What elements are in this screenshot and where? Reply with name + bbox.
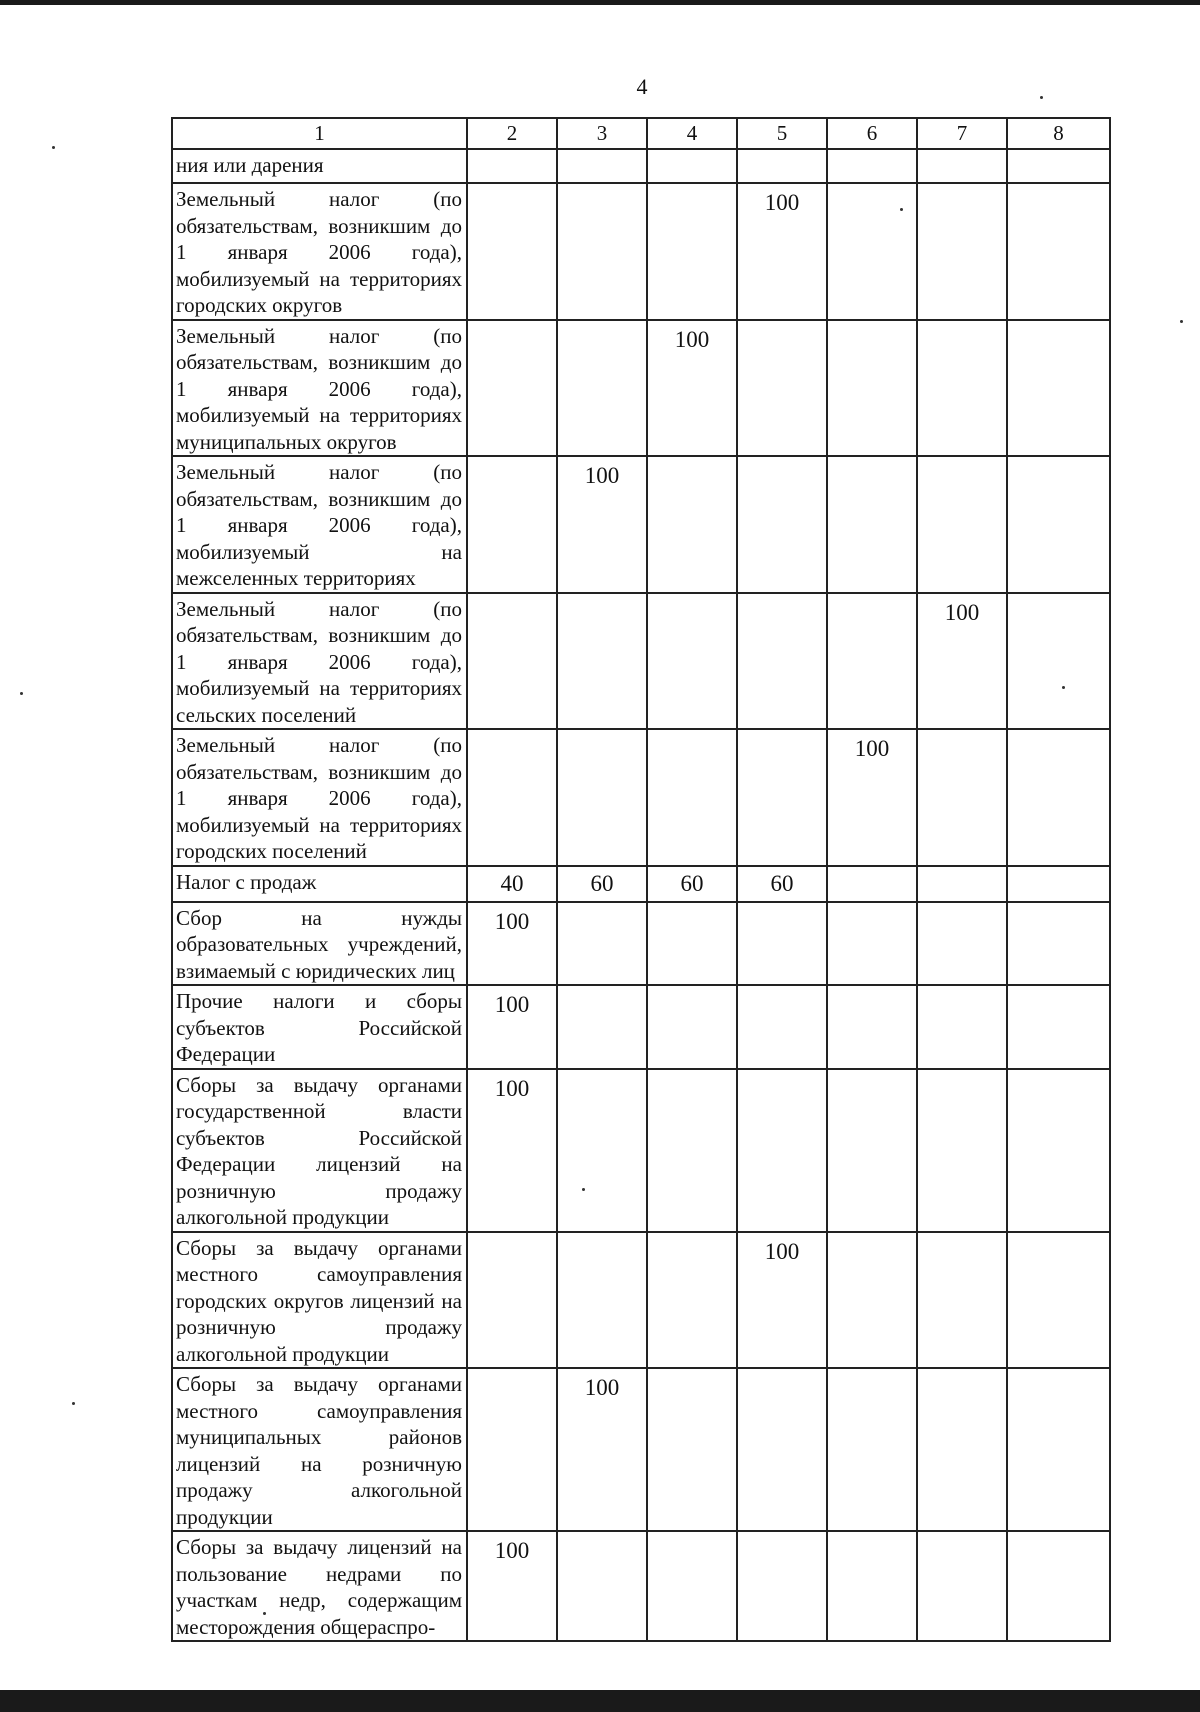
cell-value — [917, 1232, 1007, 1369]
cell-value — [467, 456, 557, 593]
row-label: Сборы за выдачу органами местного самоуправления муниципальных районов лицензий на розничную продажу алкогольной продукции — [172, 1368, 467, 1531]
scan-speck — [1040, 96, 1043, 99]
cell-value — [557, 183, 647, 320]
cell-value — [557, 149, 647, 183]
scan-speck — [20, 692, 23, 695]
scan-top-border — [0, 0, 1200, 5]
cell-value — [1007, 1368, 1110, 1531]
column-header: 6 — [827, 118, 917, 149]
cell-value: 60 — [647, 866, 737, 902]
cell-value — [1007, 1232, 1110, 1369]
cell-value — [647, 1531, 737, 1641]
cell-value — [827, 985, 917, 1069]
column-header: 7 — [917, 118, 1007, 149]
table-row — [172, 985, 1110, 1069]
row-label: Налог с продаж — [172, 866, 467, 902]
table-row — [172, 593, 1110, 730]
row-label: Земельный налог (по обязательствам, возникшим до 1 января 2006 года), мобилизуемый на межселенных территориях — [172, 456, 467, 593]
cell-value — [647, 902, 737, 986]
cell-value — [1007, 866, 1110, 902]
cell-value — [647, 1232, 737, 1369]
cell-value — [827, 183, 917, 320]
cell-value — [1007, 1531, 1110, 1641]
cell-value — [1007, 902, 1110, 986]
cell-value — [467, 1232, 557, 1369]
cell-value — [467, 729, 557, 866]
cell-value — [737, 729, 827, 866]
cell-value — [917, 985, 1007, 1069]
column-header: 1 — [172, 118, 467, 149]
table-row — [172, 183, 1110, 320]
cell-value — [647, 1368, 737, 1531]
cell-value — [1007, 183, 1110, 320]
page-number: 4 — [636, 74, 648, 99]
cell-value — [827, 456, 917, 593]
cell-value: 100 — [467, 1069, 557, 1232]
cell-value — [827, 1232, 917, 1369]
cell-value — [917, 902, 1007, 986]
cell-value: 100 — [737, 1232, 827, 1369]
cell-value: 100 — [557, 456, 647, 593]
cell-value — [737, 902, 827, 986]
cell-value — [917, 1069, 1007, 1232]
cell-value — [1007, 320, 1110, 457]
cell-value: 100 — [647, 320, 737, 457]
table-row — [172, 320, 1110, 457]
cell-value — [467, 593, 557, 730]
column-header: 4 — [647, 118, 737, 149]
cell-value — [917, 456, 1007, 593]
cell-value — [827, 149, 917, 183]
cell-value — [827, 593, 917, 730]
table-row — [172, 456, 1110, 593]
cell-value: 100 — [917, 593, 1007, 730]
table-header-row — [172, 118, 1110, 149]
cell-value: 60 — [557, 866, 647, 902]
table-row — [172, 1232, 1110, 1369]
scan-speck — [52, 146, 55, 149]
cell-value — [557, 320, 647, 457]
cell-value: 40 — [467, 866, 557, 902]
scan-speck — [900, 208, 903, 211]
cell-value — [647, 593, 737, 730]
cell-value — [737, 320, 827, 457]
cell-value: 100 — [467, 1531, 557, 1641]
table-row — [172, 902, 1110, 986]
scan-speck — [72, 1402, 75, 1405]
row-label: Земельный налог (по обязательствам, возникшим до 1 января 2006 года), мобилизуемый на территориях сельских поселений — [172, 593, 467, 730]
cell-value — [827, 1531, 917, 1641]
row-label: Сбор на нужды образовательных учреждений, взимаемый с юридических лиц — [172, 902, 467, 986]
cell-value — [557, 1531, 647, 1641]
cell-value — [737, 149, 827, 183]
cell-value — [1007, 149, 1110, 183]
cell-value — [467, 149, 557, 183]
cell-value — [647, 456, 737, 593]
cell-value — [737, 1069, 827, 1232]
cell-value — [1007, 985, 1110, 1069]
row-label: Земельный налог (по обязательствам, возникшим до 1 января 2006 года), мобилизуемый на территориях муниципальных округов — [172, 320, 467, 457]
table-row — [172, 1531, 1110, 1641]
row-label: Прочие налоги и сборы субъектов Российской Федерации — [172, 985, 467, 1069]
cell-value: 100 — [737, 183, 827, 320]
column-header: 5 — [737, 118, 827, 149]
column-header: 8 — [1007, 118, 1110, 149]
table-row — [172, 1069, 1110, 1232]
cell-value — [827, 902, 917, 986]
row-label: Земельный налог (по обязательствам, возникшим до 1 января 2006 года), мобилизуемый на территориях городских округов — [172, 183, 467, 320]
table-row — [172, 729, 1110, 866]
cell-value — [737, 1368, 827, 1531]
cell-value — [647, 183, 737, 320]
cell-value — [557, 729, 647, 866]
scan-speck — [263, 1612, 266, 1615]
cell-value — [557, 1069, 647, 1232]
cell-value — [737, 456, 827, 593]
table-row — [172, 1368, 1110, 1531]
cell-value — [917, 149, 1007, 183]
cell-value — [827, 320, 917, 457]
scan-speck — [1062, 686, 1065, 689]
cell-value — [647, 149, 737, 183]
column-header: 3 — [557, 118, 647, 149]
cell-value — [917, 1368, 1007, 1531]
allocation-table — [171, 117, 1111, 1642]
cell-value — [737, 593, 827, 730]
table-row — [172, 149, 1110, 183]
cell-value: 100 — [557, 1368, 647, 1531]
cell-value: 100 — [827, 729, 917, 866]
cell-value — [917, 866, 1007, 902]
cell-value — [557, 1232, 647, 1369]
cell-value — [827, 1069, 917, 1232]
cell-value — [827, 866, 917, 902]
column-header: 2 — [467, 118, 557, 149]
cell-value — [827, 1368, 917, 1531]
cell-value — [1007, 729, 1110, 866]
row-label: Сборы за выдачу лицензий на пользование недрами по участкам недр, содержащим месторождения общераспро- — [172, 1531, 467, 1641]
cell-value — [647, 1069, 737, 1232]
cell-value — [737, 985, 827, 1069]
cell-value — [557, 593, 647, 730]
cell-value — [467, 320, 557, 457]
cell-value — [1007, 593, 1110, 730]
row-label: Сборы за выдачу органами государственной власти субъектов Российской Федерации лицензий на розничную продажу алкогольной продукции — [172, 1069, 467, 1232]
cell-value — [467, 183, 557, 320]
cell-value — [1007, 456, 1110, 593]
cell-value — [917, 320, 1007, 457]
cell-value — [737, 1531, 827, 1641]
cell-value — [647, 729, 737, 866]
row-label: Сборы за выдачу органами местного самоуправления городских округов лицензий на розничную продажу алкогольной продукции — [172, 1232, 467, 1369]
cell-value — [557, 985, 647, 1069]
scan-speck — [582, 1188, 585, 1191]
cell-value — [467, 1368, 557, 1531]
scan-bottom-border — [0, 1690, 1200, 1712]
scan-speck — [1180, 320, 1183, 323]
cell-value: 60 — [737, 866, 827, 902]
table-row — [172, 866, 1110, 902]
row-label: Земельный налог (по обязательствам, возникшим до 1 января 2006 года), мобилизуемый на территориях городских поселений — [172, 729, 467, 866]
cell-value: 100 — [467, 902, 557, 986]
cell-value: 100 — [467, 985, 557, 1069]
cell-value — [1007, 1069, 1110, 1232]
cell-value — [557, 902, 647, 986]
cell-value — [917, 183, 1007, 320]
cell-value — [917, 1531, 1007, 1641]
row-label: ния или дарения — [172, 149, 467, 183]
cell-value — [917, 729, 1007, 866]
cell-value — [647, 985, 737, 1069]
